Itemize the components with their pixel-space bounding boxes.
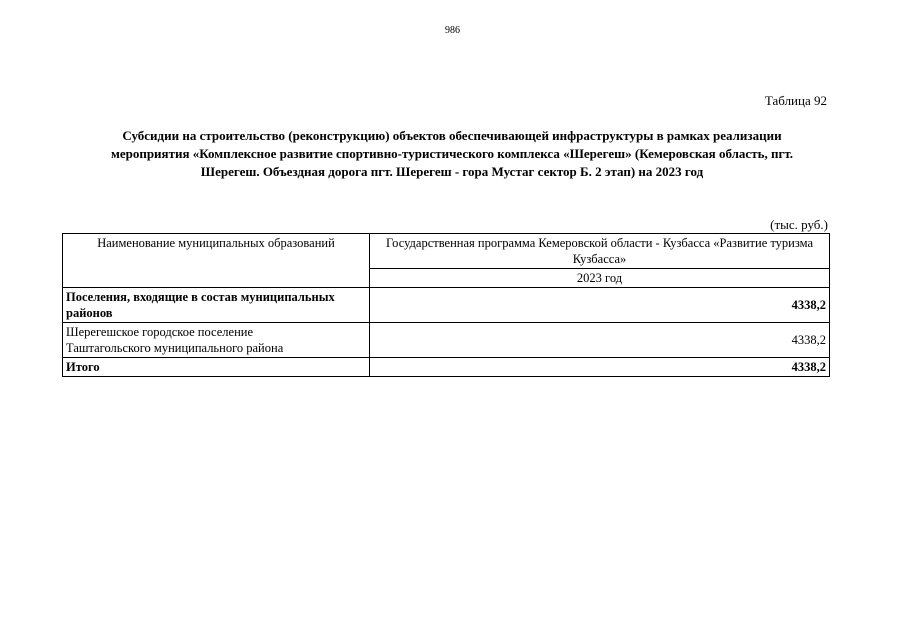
- table-row: [63, 358, 830, 377]
- row-name-cell: Итого: [63, 358, 370, 377]
- header-name-cell: Наименование муниципальных образований: [63, 234, 370, 288]
- table-row: [63, 323, 830, 358]
- table-row: [63, 288, 830, 323]
- title-line: мероприятия «Комплексное развитие спортивно-туристического комплекса «Шерегеш» (Кемеровская область, пгт.: [110, 146, 794, 161]
- header-year-cell: 2023 год: [370, 269, 830, 288]
- row-value-cell: 4338,2: [370, 323, 830, 358]
- row-name-cell: [63, 323, 370, 358]
- title-line: Шерегеш. Объездная дорога пгт. Шерегеш - гора Мустаг сектор Б. 2 этап) на 2023 год: [200, 164, 704, 179]
- row-value-cell: 4338,2: [370, 358, 830, 377]
- subsidy-table: [62, 233, 830, 377]
- table-label: Таблица 92: [764, 93, 827, 108]
- table-header-row: [63, 234, 830, 269]
- page-number: 986: [445, 25, 460, 36]
- header-program-cell: Государственная программа Кемеровской области - Кузбасса «Развитие туризма Кузбасса»: [370, 234, 830, 269]
- units-label: (тыс. руб.): [770, 217, 828, 232]
- row-value-cell: 4338,2: [370, 288, 830, 323]
- title-line: Субсидии на строительство (реконструкцию) объектов обеспечивающей инфраструктуры в рамках реализации: [122, 128, 782, 143]
- row-name-cell: Поселения, входящие в состав муниципальных районов: [63, 288, 370, 323]
- document-title: [62, 127, 842, 181]
- row-name-line: Шерегешское городское поселение: [66, 325, 253, 339]
- row-name-line: Таштагольского муниципального района: [66, 341, 284, 355]
